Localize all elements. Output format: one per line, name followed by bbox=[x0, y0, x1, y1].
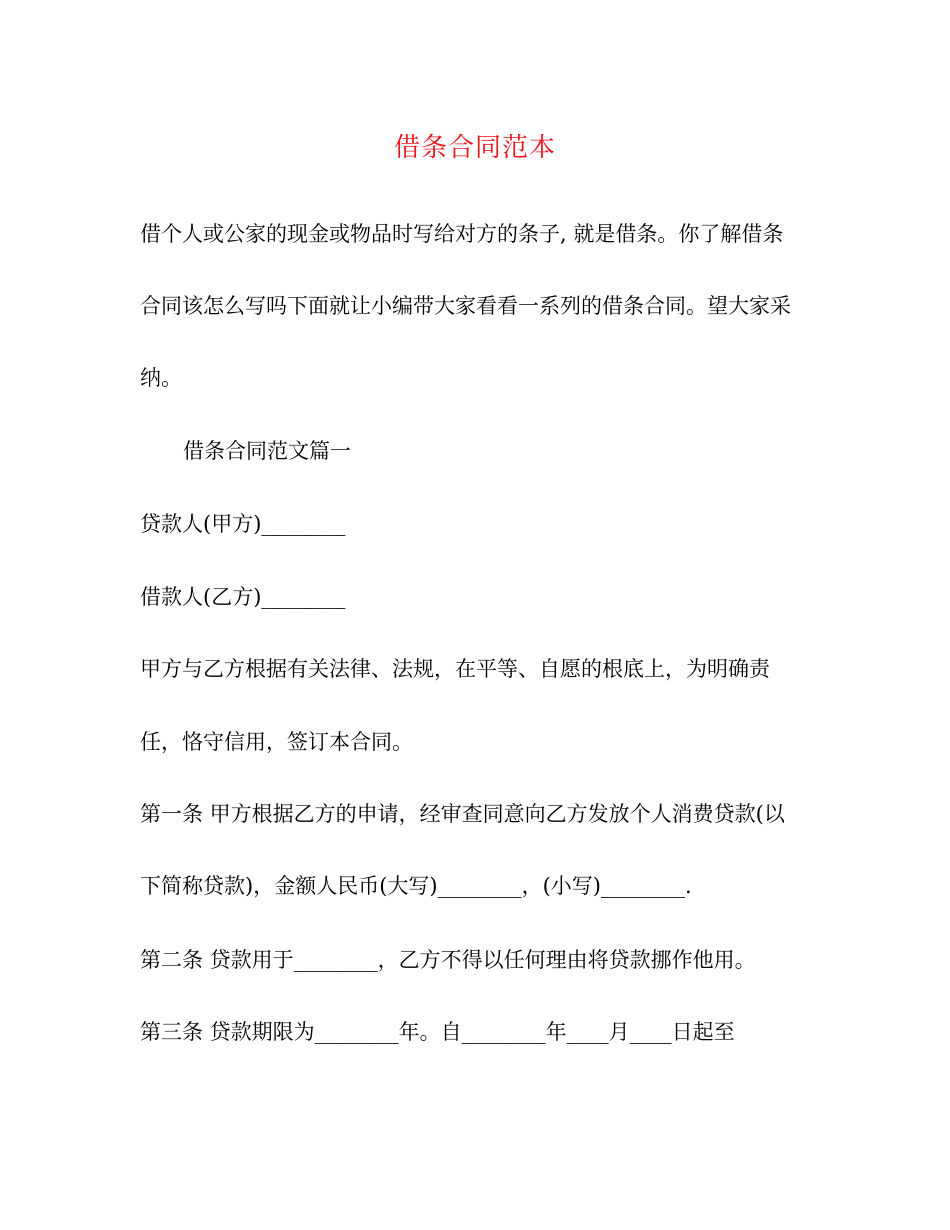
paragraph-line-2: 合同该怎么写吗下面就让小编带大家看看一系列的借条合同。望大家采 bbox=[140, 294, 791, 318]
article-1-line-1: 第一条 甲方根据乙方的申请，经审查同意向乙方发放个人消费贷款(以 bbox=[140, 802, 785, 826]
borrower-line: 借款人(乙方)________ bbox=[140, 585, 346, 609]
article-1-line-2: 下简称贷款)，金额人民币(大写)________，(小写)________. bbox=[140, 874, 692, 898]
section-heading: 借条合同范文篇一 bbox=[183, 439, 351, 463]
paragraph-line-7: 甲方与乙方根据有关法律、法规，在平等、自愿的根底上，为明确责 bbox=[140, 657, 770, 681]
paragraph-line-1: 借个人或公家的现金或物品时写给对方的条子, 就是借条。你了解借条 bbox=[140, 222, 784, 246]
document-title: 借条合同范本 bbox=[393, 133, 556, 163]
paragraph-line-3: 纳。 bbox=[140, 366, 182, 390]
paragraph-line-8: 任，恪守信用，签订本合同。 bbox=[140, 730, 413, 754]
article-3-line: 第三条 贷款期限为________年。自________年____月____日起至 bbox=[140, 1020, 735, 1044]
lender-line: 贷款人(甲方)________ bbox=[140, 512, 346, 536]
article-2-line: 第二条 贷款用于________，乙方不得以任何理由将贷款挪作他用。 bbox=[140, 948, 756, 972]
